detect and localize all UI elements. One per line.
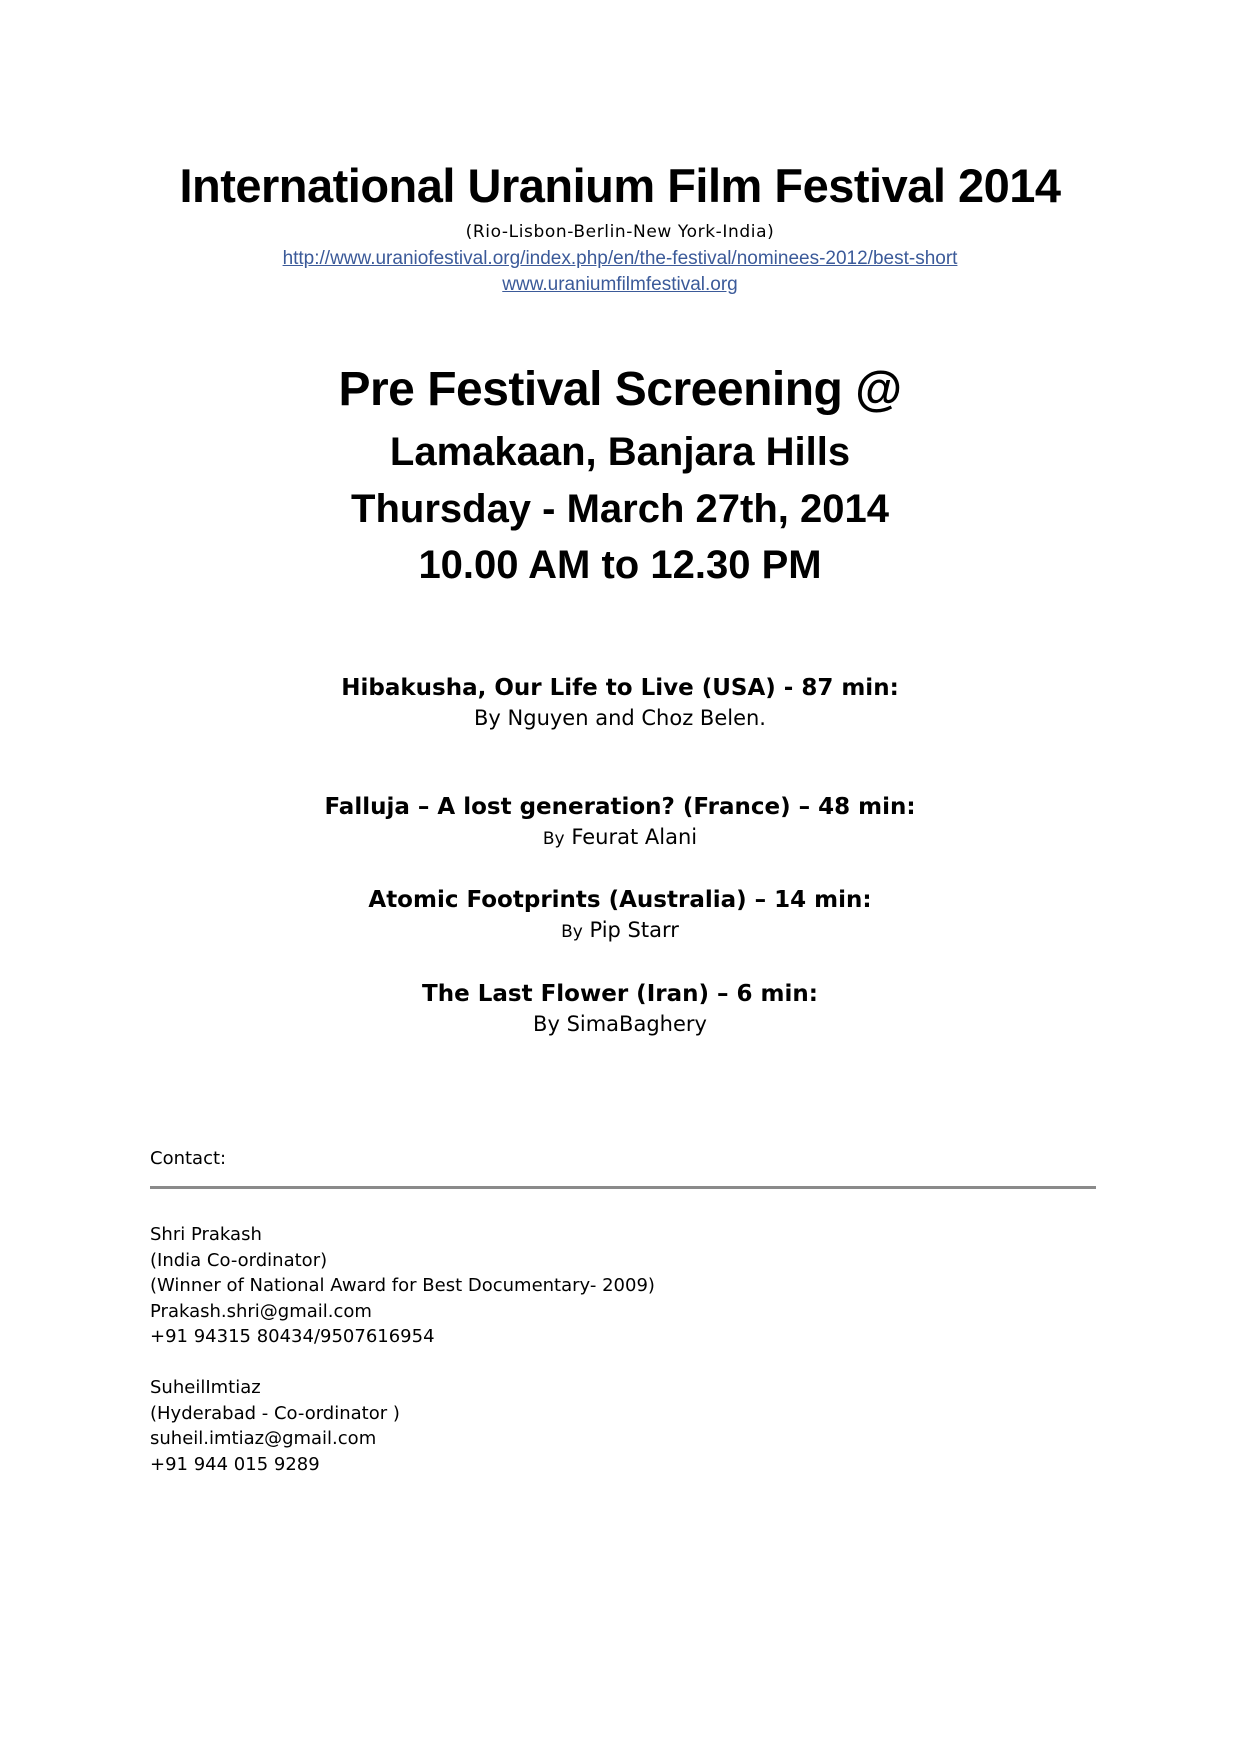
director-name: Nguyen and Choz Belen.: [507, 706, 766, 730]
film-director: [0, 825, 1240, 849]
festival-title: International Uranium Film Festival 2014: [179, 159, 1061, 212]
venue: Lamakaan, Banjara Hills: [389, 430, 851, 474]
contact-person: [150, 1375, 400, 1477]
film-title: Atomic Footprints (Australia) – 14 min:: [368, 887, 872, 913]
film-director: [0, 1012, 1240, 1036]
screening-heading: Pre Festival Screening @: [338, 363, 902, 416]
festival-cities: (Rio-Lisbon-Berlin-New York-India): [465, 222, 775, 242]
contact-label: Contact:: [150, 1148, 227, 1169]
by-label: By: [561, 922, 583, 942]
contact-name: SuheilImtiaz: [150, 1377, 261, 1398]
director-name: Feurat Alani: [571, 825, 698, 849]
contact-phone: +91 944 015 9289: [150, 1453, 320, 1475]
contact-name: Shri Prakash: [150, 1224, 262, 1245]
contact-role: (Hyderabad - Co-ordinator ): [150, 1402, 400, 1424]
by-label: By: [542, 829, 565, 849]
festival-website-link[interactable]: www.uraniumfilmfestival.org: [502, 274, 738, 295]
contact-note: (Winner of National Award for Best Documentary- 2009): [150, 1275, 655, 1296]
event-time: 10.00 AM to 12.30 PM: [418, 543, 822, 587]
by-label: By: [533, 1012, 560, 1036]
film-title: The Last Flower (Iran) – 6 min:: [422, 981, 818, 1007]
by-label: By: [474, 706, 501, 730]
film-director: [0, 706, 1240, 730]
contact-email[interactable]: suheil.imtiaz@gmail.com: [150, 1428, 377, 1449]
director-name: SimaBaghery: [566, 1012, 707, 1036]
divider: [150, 1186, 1096, 1189]
film-director: [0, 918, 1240, 942]
contact-role: (India Co-ordinator): [150, 1249, 328, 1271]
director-name: Pip Starr: [589, 918, 679, 942]
event-date: Thursday - March 27th, 2014: [351, 487, 889, 531]
nominees-link[interactable]: http://www.uraniofestival.org/index.php/en/the-festival/nominees-2012/best-short: [282, 248, 958, 269]
film-title: Hibakusha, Our Life to Live (USA) - 87 min:: [341, 675, 899, 701]
contact-person: [150, 1222, 655, 1350]
contact-email[interactable]: Prakash.shri@gmail.com: [150, 1300, 372, 1322]
film-title: Falluja – A lost generation? (France) – 48 min:: [324, 794, 916, 820]
contact-phone: +91 94315 80434/9507616954: [150, 1326, 435, 1347]
